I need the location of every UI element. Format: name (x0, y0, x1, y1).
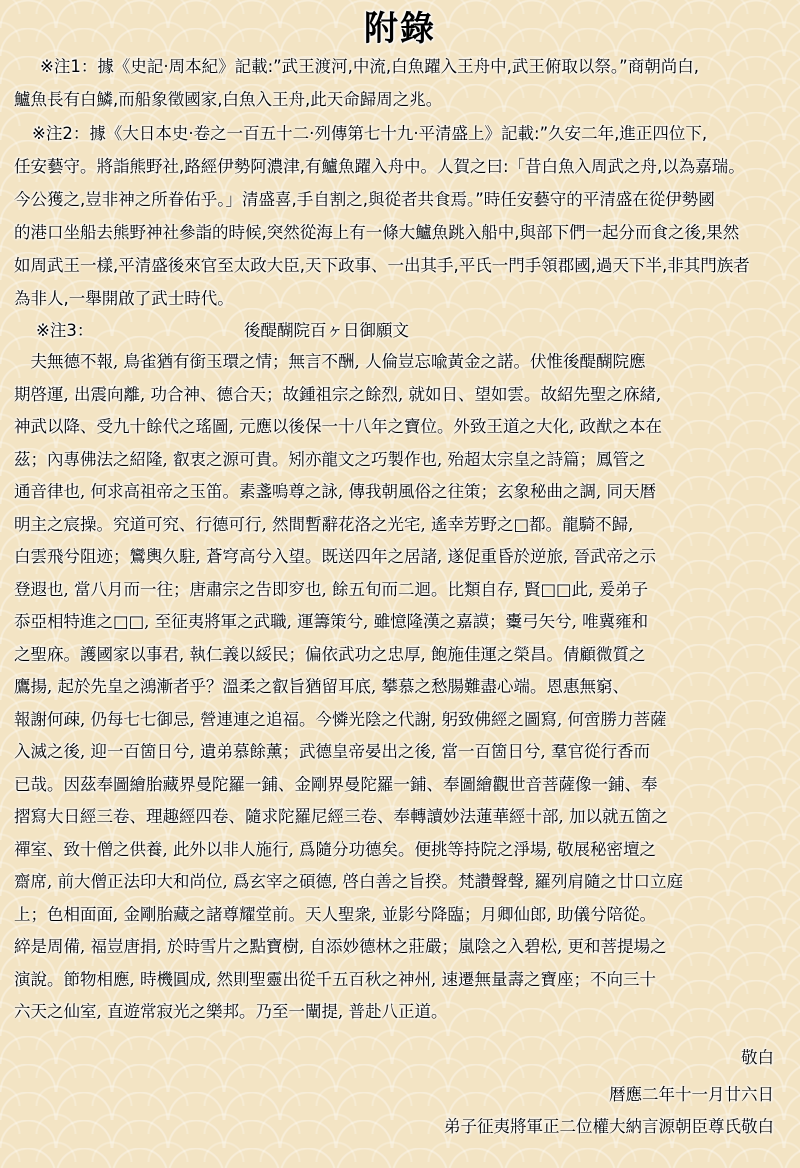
text-line: 六天之仙室, 直遊常寂光之樂邦。乃至一闡提, 普赴八正道。 (14, 1002, 448, 1021)
note-2 (14, 117, 794, 315)
text-line: 綷是周備, 福豈唐捐, 於時雪片之點寶樹, 自添妙德林之莊嚴；嵐陰之入碧松, 更和菩提場之 (14, 937, 667, 956)
text-line: 通音律也, 何求高祖帝之玉笛。素盞嗚尊之詠, 傳我朝風俗之往策；玄象秘曲之調, 同天暦 (14, 482, 656, 501)
note-2-line: 為非人,一舉開啟了武士時代。 (14, 289, 234, 308)
text-line: 神武以降、受九十餘代之瑤圖, 元應以後保一十八年之寶位。外致王道之大化, 政猷之本在 (14, 417, 662, 436)
text-line: 摺寫大日經三卷、理趣經四卷、隨求陀羅尼經三卷、奉轉讀妙法蓮華經十部, 加以就五箇之 (14, 807, 668, 826)
text-line: 之聖庥。護國家以事君, 執仁義以綏民；偏依武功之忠厚, 飽施佳運之榮昌。倩顧微質之 (14, 644, 646, 664)
document-date: 暦應二年十一月廿六日 (609, 1085, 774, 1104)
text-line: 已哉。因茲奉圖繪胎藏界曼陀羅一鋪、金剛界曼陀羅一鋪、奉圖繪觀世音菩薩像一鋪、奉 (14, 774, 658, 794)
text-line: 鷹揚, 起於先皇之鴻漸者乎？溫柔之叡旨猶留耳底, 攀慕之愁腸難盡心端。恩惠無窮、 (14, 677, 629, 696)
text-line: 登遐也, 當八月而一往；唐肅宗之告即穸也, 餘五旬而二迴。比類自存, 賢□□此, 爰弟子 (14, 579, 649, 599)
text-line: 齋席, 前大僧正法印大和尚位, 爲玄宰之碩德, 啓白善之旨揆。梵讚聲聲, 羅列肩隨之廿口立庭 (14, 872, 683, 891)
page-title: 附錄 (364, 9, 436, 49)
note-3-text (14, 346, 794, 1029)
note-2-line: 任安藝守。將詣熊野社,路經伊勢阿濃津,有鱸魚躍入舟中。人賀之曰:「昔白魚入周武之舟,以為嘉瑞。 (14, 157, 745, 176)
text-line: 入滅之後, 迎一百箇日兮, 遺弟慕餘薰；武德皇帝晏出之後, 當一百箇日兮, 羣官從行香而 (14, 742, 650, 761)
text-line: 白雲飛兮阻迹；鸞輿久駐, 蒼穹高兮入望。既送四年之居諸, 遂促重昏於逆旅, 晉武帝之示 (14, 547, 656, 566)
note-2-line: 如周武王一樣,平清盛後來官至太政大臣,天下政事、一出其手,平氏一門手領郡國,過天下半,非其門族者 (14, 256, 750, 275)
text-line: 明主之宸操。究道可究、行德可行, 然間暫辭花洛之光宅, 遙幸芳野之□都。龍騎不歸, (14, 514, 634, 534)
text-line: 忝亞相特進之□□, 至征夷將軍之武職, 運籌策兮, 雖憶隆漢之嘉謨；櫜弓矢兮, 唯冀雍和 (14, 612, 649, 631)
text-line: 報謝何疎, 仍每七七御忌, 營連連之追福。今憐光陰之代謝, 躬致佛經之圖寫, 何啻勝力菩薩 (14, 709, 667, 729)
signature: 弟子征夷將軍正二位權大納言源朝臣尊氏敬白 (444, 1117, 774, 1136)
closing-salutation: 敬白 (741, 1048, 774, 1067)
note-2-line: ※注2：據《大日本史‧卷之一百五十二‧列傳第七十九‧平清盛上》記載:”久安二年,進正四位下, (32, 124, 708, 143)
text-line: 上；色相面面, 金剛胎藏之諸尊耀堂前。天人聖衆, 並影兮降臨；月卿仙郎, 助儀兮陪從。 (14, 904, 656, 924)
note-2-line: 的港口坐船去熊野神社參詣的時候,突然從海上有一條大鱸魚跳入船中,與部下們一起分而食之後,果然 (14, 223, 740, 242)
note-1-line: 鱸魚長有白鱗,而船象徵國家,白魚入王舟,此天命歸周之兆。 (14, 90, 443, 109)
note-3-heading: 後醍醐院百ヶ日御願文 (244, 321, 409, 340)
note-3-label: ※注3： (36, 321, 94, 340)
note-1 (14, 50, 794, 116)
note-1-line: ※注1：據《史記‧周本紀》記載:”武王渡河,中流,白魚躍入王舟中,武王俯取以祭。”商朝尚白, (40, 57, 699, 76)
text-line: 夫無德不報, 鳥雀猶有銜玉環之情；無言不酬, 人倫豈忘喩黃金之諾。伏惟後醍醐院應 (14, 352, 646, 371)
note-2-line: 今公獲之,豈非神之所眷佑乎。」清盛喜,手自割之,與從者共食焉。”時任安藝守的平清盛在從伊勢國 (14, 190, 715, 209)
text-line: 期啓運, 出震向離, 功合神、德合天；故鍾祖宗之餘烈, 就如日、望如雲。故紹先聖之庥緒, (14, 384, 662, 404)
text-line: 禪室、致十僧之供養, 此外以非人施行, 爲隨分功德矣。便挑等持院之淨場, 敬展秘密壇之 (14, 839, 656, 859)
text-line: 演說。節物相應, 時機圓成, 然則聖靈出從千五百秋之神州, 速遷無量壽之寶座；不向三十 (14, 969, 656, 989)
text-line: 茲；內專佛法之紹隆, 叡衷之源可貴。矧亦龍文之巧製作也, 殆超太宗皇之詩篇；鳳管之 (14, 449, 646, 469)
